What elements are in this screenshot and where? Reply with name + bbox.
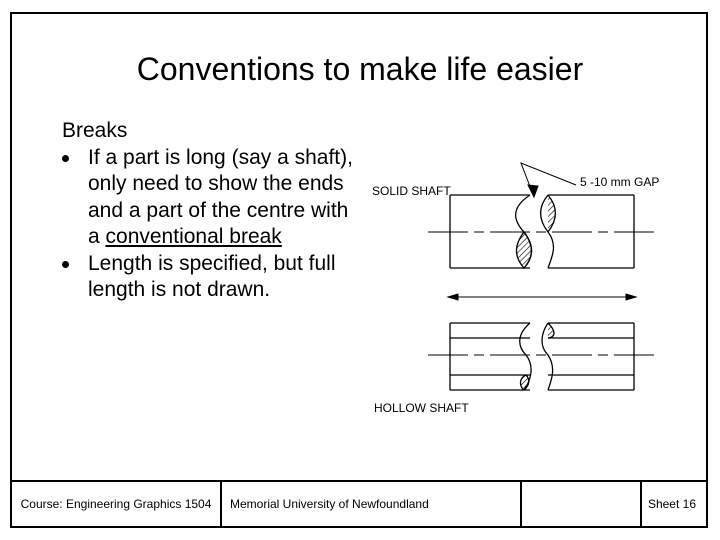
footer-university: Memorial University of Newfoundland <box>220 480 522 528</box>
bullet-text-2: Length is specified, but full length is not drawn. <box>88 251 336 301</box>
length-dimension <box>448 294 636 300</box>
solid-shaft-label: SOLID SHAFT <box>372 184 451 198</box>
footer-bar <box>10 480 708 528</box>
bullet-dot-icon <box>62 261 69 268</box>
section-heading: Breaks <box>62 119 128 142</box>
footer-blank-cell <box>520 480 642 528</box>
shaft-break-figure <box>366 155 666 420</box>
footer-course: Course: Engineering Graphics 1504 <box>10 480 222 528</box>
conventional-break-link[interactable]: conventional break <box>105 225 282 248</box>
bullet-text-1: If a part is long (say a shaft), only need to show the ends and a part of the centre with a <box>88 145 353 248</box>
gap-leader <box>521 163 576 197</box>
solid-shaft-drawing <box>428 195 656 268</box>
bullet-dot-icon <box>62 155 69 162</box>
slide-title: Conventions to make life easier <box>136 51 584 87</box>
slide-body <box>62 118 362 304</box>
bullet-item-2 <box>62 251 362 304</box>
hollow-shaft-drawing <box>428 323 656 390</box>
bullet-item-1 <box>62 145 362 251</box>
hollow-shaft-label: HOLLOW SHAFT <box>374 401 469 415</box>
gap-label: 5 -10 mm GAP <box>580 175 660 189</box>
footer-sheet-number: Sheet 16 <box>640 480 708 528</box>
